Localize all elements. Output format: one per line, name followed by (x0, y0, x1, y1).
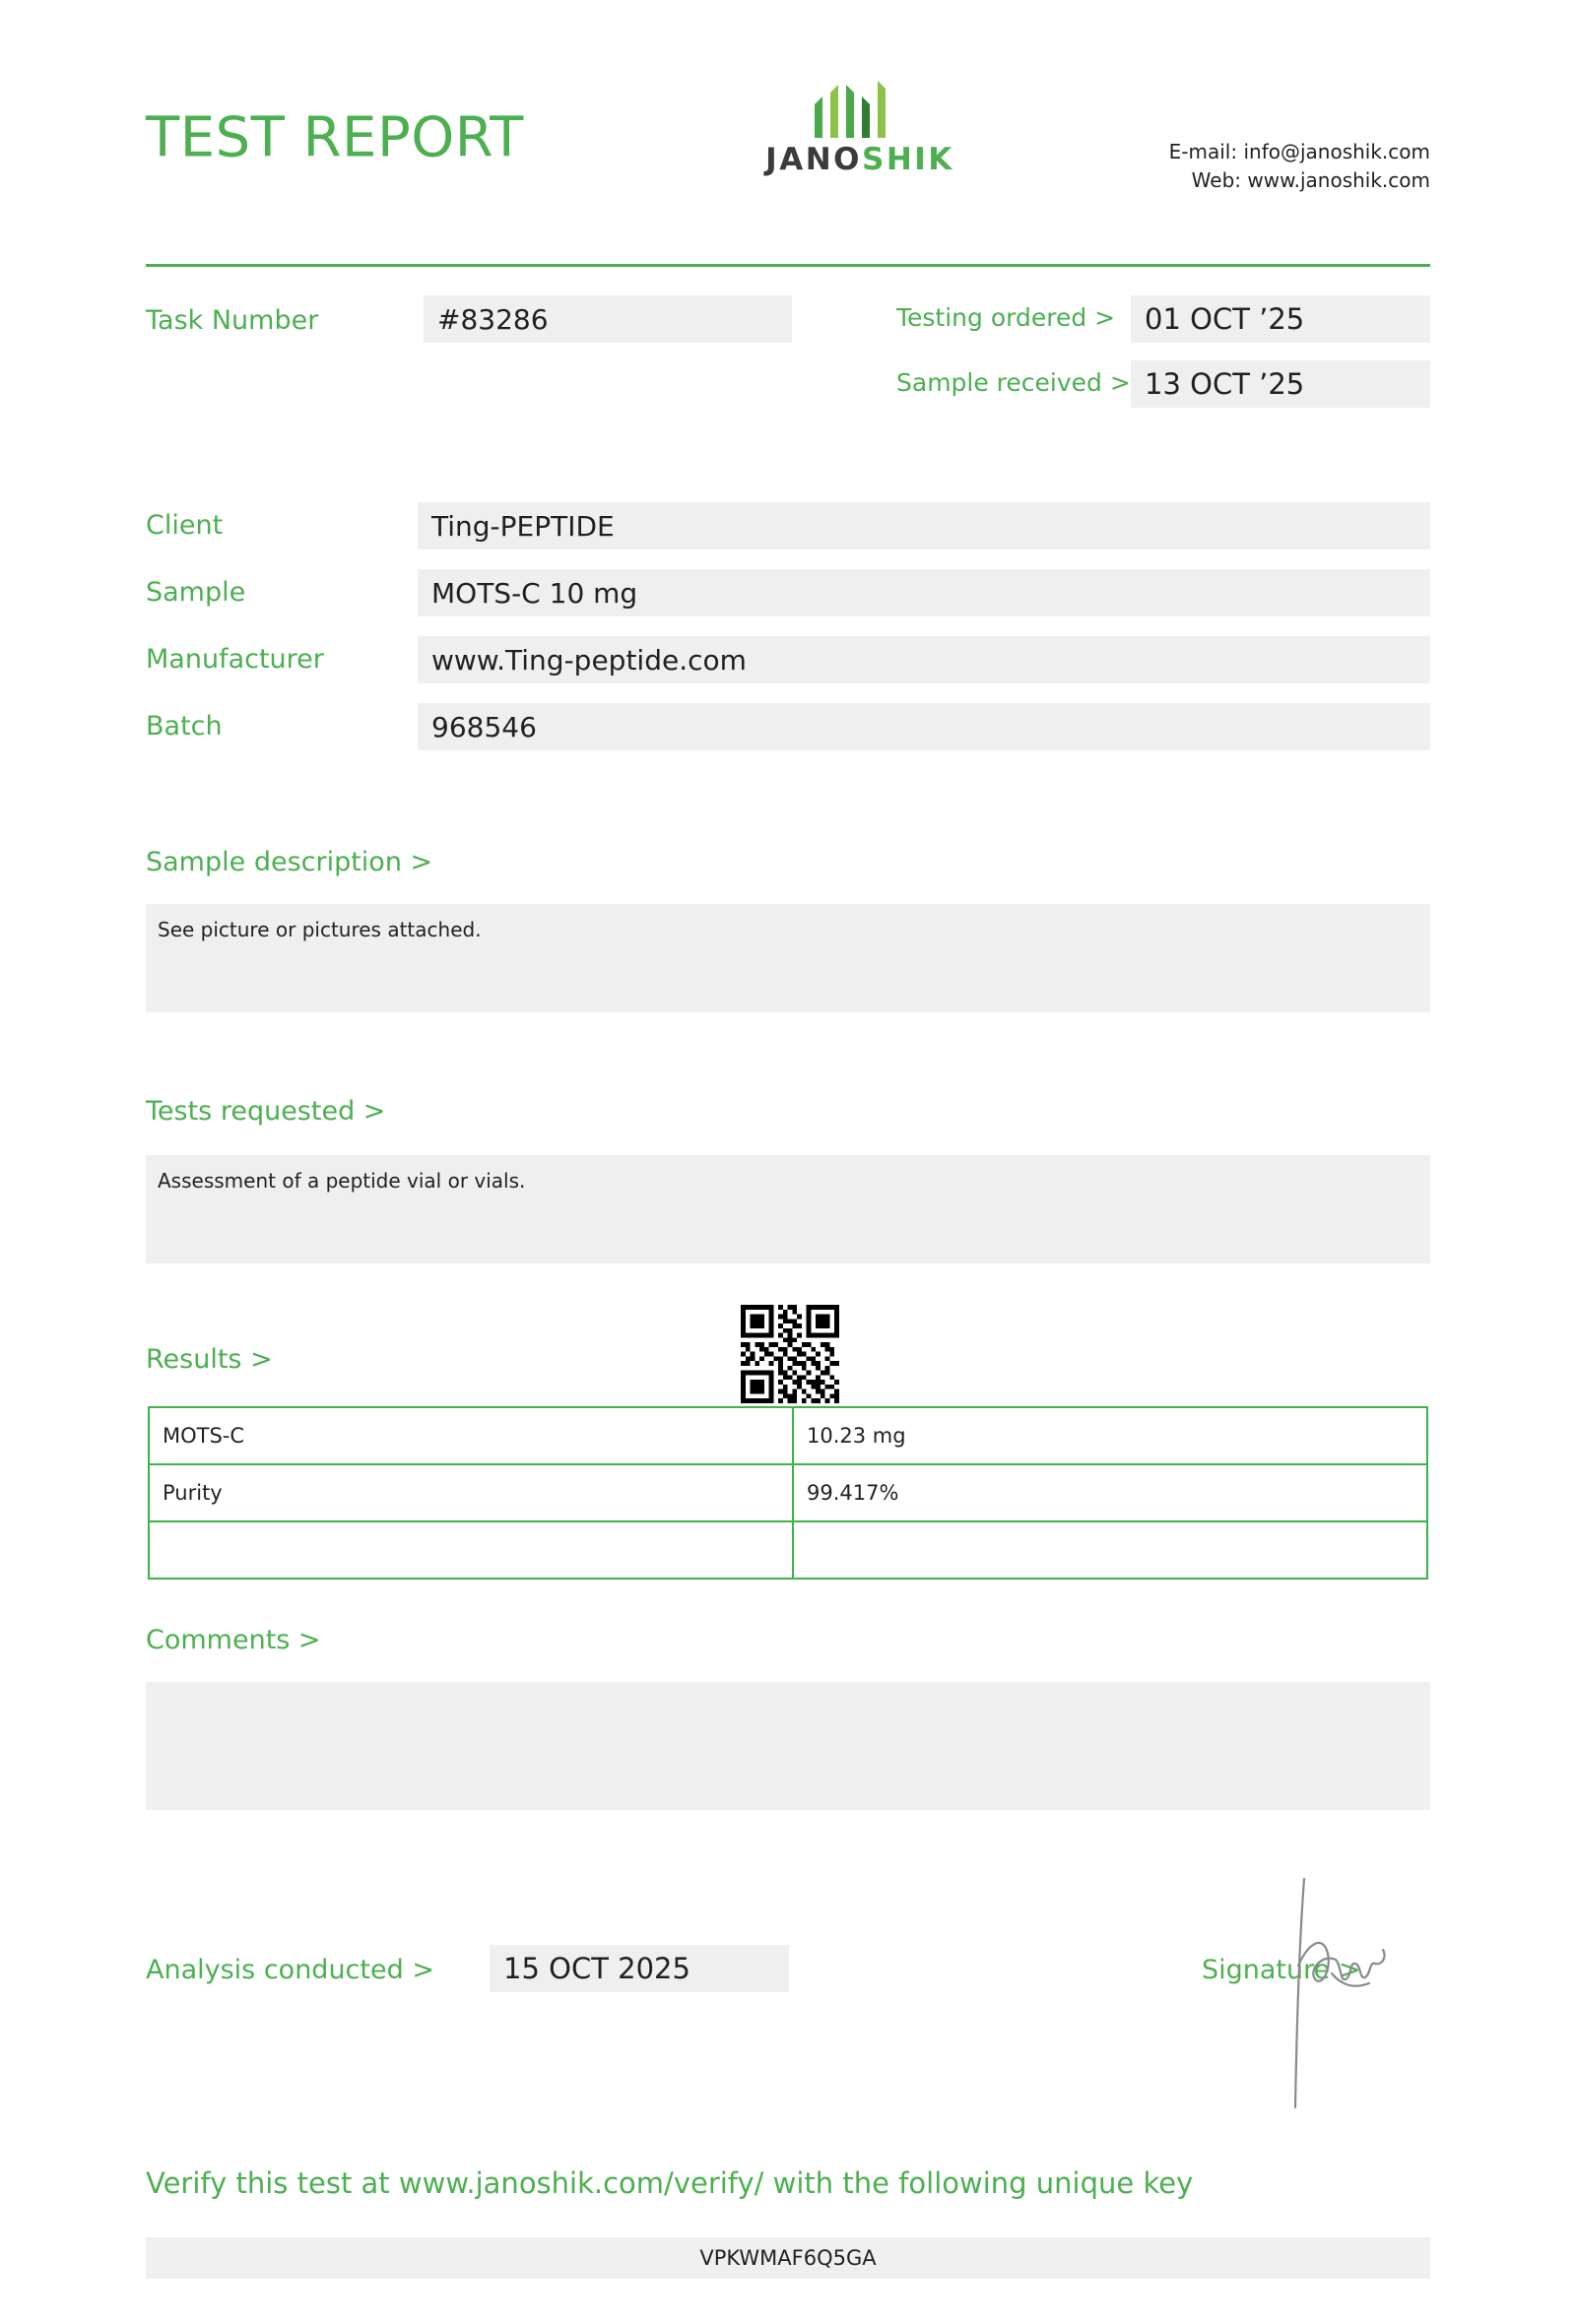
manufacturer-label: Manufacturer (146, 644, 324, 675)
info-block (146, 502, 1430, 770)
page-title: TEST REPORT (146, 105, 524, 170)
table-row (149, 1464, 1427, 1521)
sample-description-title: Sample description > (146, 847, 433, 877)
task-number-label: Task Number (146, 305, 319, 336)
manufacturer-value: www.Ting-peptide.com (418, 636, 1430, 683)
sample-value: MOTS-C 10 mg (418, 569, 1430, 616)
testing-ordered-label: Testing ordered > (896, 303, 1116, 332)
unique-key-box: VPKWMAF6Q5GA (146, 2237, 1430, 2279)
brand-name (697, 142, 1022, 177)
results-table (148, 1406, 1428, 1580)
brand-block (697, 79, 1022, 177)
contact-web: Web: www.janoshik.com (1191, 168, 1430, 192)
contact-email: E-mail: info@janoshik.com (1168, 140, 1430, 163)
tests-requested-box: Assessment of a peptide vial or vials. (146, 1155, 1430, 1263)
contact-block (1169, 138, 1430, 195)
client-label: Client (146, 510, 224, 541)
verify-text: Verify this test at www.janoshik.com/verify/ with the following unique key (146, 2166, 1194, 2200)
info-row-sample (146, 569, 1430, 616)
result-value: 99.417% (793, 1464, 1427, 1521)
sample-label: Sample (146, 577, 246, 608)
info-row-manufacturer (146, 636, 1430, 683)
brand-name-dark: JANO (765, 142, 862, 177)
table-row (149, 1521, 1427, 1579)
sample-received-value: 13 OCT ’25 (1131, 360, 1430, 408)
brand-name-green: SHIK (862, 142, 954, 177)
sample-received-label: Sample received > (896, 368, 1131, 397)
janoshik-logo-icon (801, 79, 919, 140)
report-header (146, 0, 1430, 197)
task-row (146, 295, 1430, 414)
table-row (149, 1407, 1427, 1464)
client-value: Ting-PEPTIDE (418, 502, 1430, 549)
task-number-value: #83286 (424, 295, 792, 343)
testing-ordered-value: 01 OCT ’25 (1131, 295, 1430, 343)
analysis-date-value: 15 OCT 2025 (490, 1945, 789, 1992)
batch-label: Batch (146, 711, 223, 742)
info-row-batch (146, 703, 1430, 750)
result-value (793, 1521, 1427, 1579)
sample-description-box: See picture or pictures attached. (146, 904, 1430, 1012)
info-row-client (146, 502, 1430, 549)
result-name: Purity (149, 1464, 793, 1521)
tests-requested-title: Tests requested > (146, 1096, 386, 1127)
result-name: MOTS-C (149, 1407, 793, 1464)
result-name (149, 1521, 793, 1579)
signature-label: Signature > (1202, 1955, 1361, 1985)
comments-box (146, 1682, 1430, 1810)
batch-value: 968546 (418, 703, 1430, 750)
analysis-conducted-label: Analysis conducted > (146, 1955, 434, 1985)
qr-code-icon (737, 1305, 843, 1403)
header-divider (146, 264, 1430, 267)
results-title: Results > (146, 1344, 273, 1375)
comments-title: Comments > (146, 1625, 321, 1655)
result-value: 10.23 mg (793, 1407, 1427, 1464)
signature-image (1280, 1871, 1409, 2117)
